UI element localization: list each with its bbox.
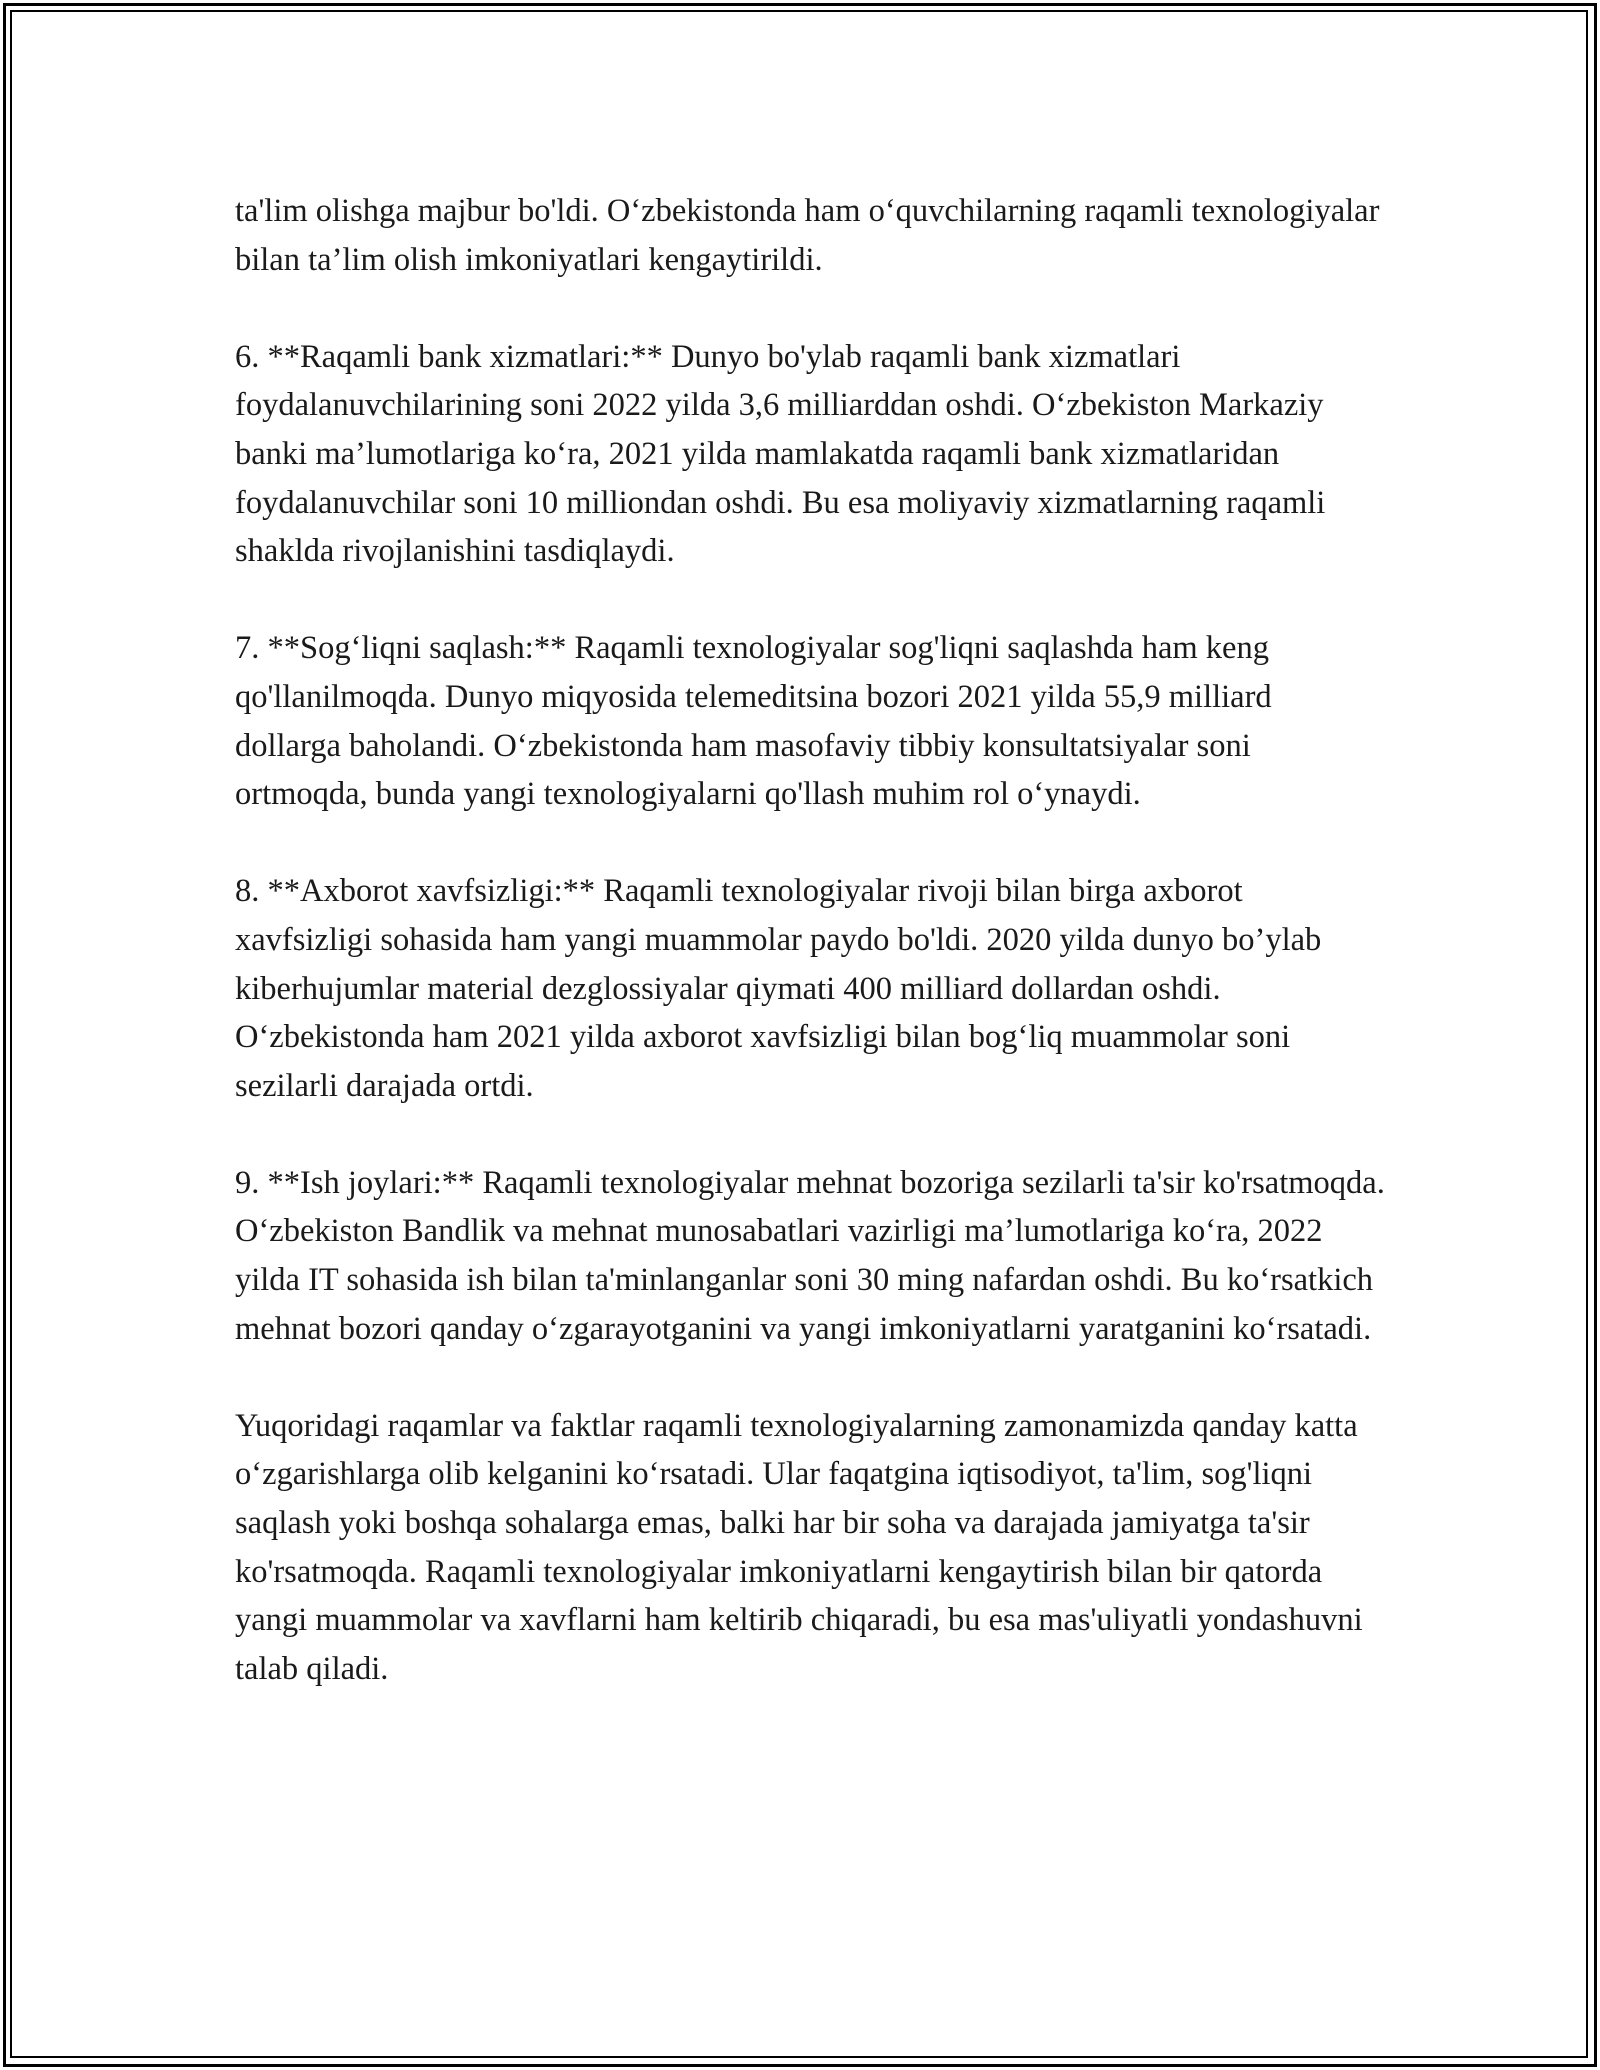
document-body	[235, 187, 1385, 1693]
paragraph-digital-banking: 6. **Raqamli bank xizmatlari:** Dunyo bo'ylab raqamli bank xizmatlari foydalanuvchilarining soni 2022 yilda 3,6 milliarddan oshdi. O‘zbekiston Markaziy banki ma’lumotlariga ko‘ra, 2021 yilda mamlakatda raqamli bank xizmatlaridan foydalanuvchilar soni 10 milliondan oshdi. Bu esa moliyaviy xizmatlarning raqamli shaklda rivojlanishini tasdiqlaydi.	[235, 338, 1326, 570]
paragraph-healthcare: 7. **Sog‘liqni saqlash:** Raqamli texnologiyalar sog'liqni saqlashda ham keng qo'llanilmoqda. Dunyo miqyosida telemeditsina bozori 2021 yilda 55,9 milliard dollarga baholandi. O‘zbekistonda ham masofaviy tibbiy konsultatsiyalar soni ortmoqda, bunda yangi texnologiyalarni qo'llash muhim rol o‘ynaydi.	[235, 630, 1272, 813]
paragraph-information-security: 8. **Axborot xavfsizligi:** Raqamli texnologiyalar rivoji bilan birga axborot xavfsizligi sohasida ham yangi muammolar paydo bo'ldi. 2020 yilda dunyo bo’ylab kiberhujumlar material dezglossiyalar qiymati 400 milliard dollardan oshdi. O‘zbekistonda ham 2021 yilda axborot xavfsizligi bilan bog‘liq muammolar soni sezilarli darajada ortdi.	[235, 873, 1322, 1104]
paragraph-conclusion: Yuqoridagi raqamlar va faktlar raqamli texnologiyalarning zamonamizda qanday katta o‘zgarishlarga olib kelganini ko‘rsatadi. Ular faqatgina iqtisodiyot, ta'lim, sog'liqni saqlash yoki boshqa sohalarga emas, balki har bir soha va darajada jamiyatga ta'sir ko'rsatmoqda. Raqamli texnologiyalar imkoniyatlarni kengaytirish bilan bir qatorda yangi muammolar va xavflarni ham keltirib chiqaradi, bu esa mas'uliyatli yondashuvni talab qiladi.	[235, 1407, 1363, 1687]
paragraph-jobs: 9. **Ish joylari:** Raqamli texnologiyalar mehnat bozoriga sezilarli ta'sir ko'rsatmoqda. O‘zbekiston Bandlik va mehnat munosabatlari vazirligi ma’lumotlariga ko‘ra, 2022 yilda IT sohasida ish bilan ta'minlanganlar soni 30 ming nafardan oshdi. Bu ko‘rsatkich mehnat bozori qanday o‘zgarayotganini va yangi imkoniyatlarni yaratganini ko‘rsatadi.	[235, 1164, 1385, 1347]
paragraph-continuation: ta'lim olishga majbur bo'ldi. O‘zbekistonda ham o‘quvchilarning raqamli texnologiyalar bilan ta’lim olish imkoniyatlari kengaytirildi.	[235, 193, 1380, 278]
